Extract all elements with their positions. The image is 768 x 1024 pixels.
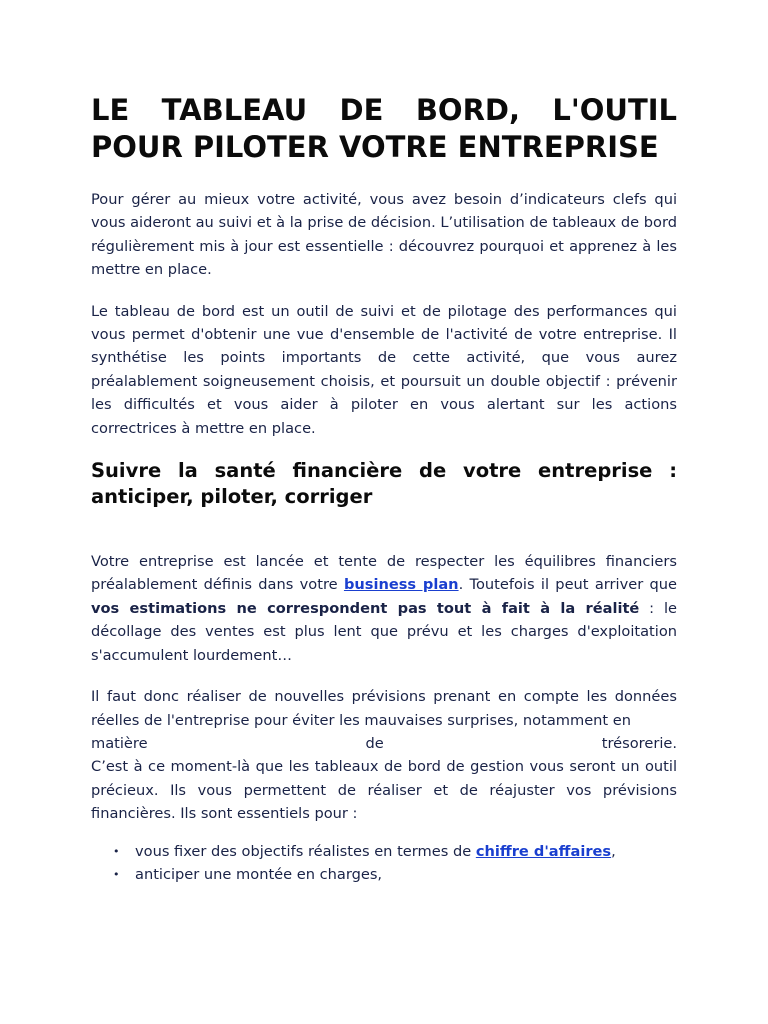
text-segment: C’est à ce moment-là que les tableaux de bord de gestion vous seront un outil précieux. Ils vous permettent de réaliser et de réajuster vos prévisions financières. Ils sont essentiels pour : (91, 758, 677, 823)
list-item (113, 840, 677, 864)
text-segment: Votre entreprise est lancée et tente de respecter les équilibres financiers préalablement définis dans votre (91, 553, 677, 594)
intro-paragraph: Pour gérer au mieux votre activité, vous avez besoin d’indicateurs clefs qui vous aideront au suivi et à la prise de décision. L’utilisation de tableaux de bord régulièrement mis à jour est essentielle : découvrez pourquoi et apprenez à les mettre en place. (91, 191, 677, 279)
emphasis-text: vos estimations ne correspondent pas tout à fait à la réalité (91, 599, 640, 617)
list-item (113, 863, 677, 887)
forecast-paragraph (91, 685, 677, 825)
document-page (91, 92, 677, 887)
text-segment-justified-line: matière de trésorerie. (91, 734, 677, 752)
business-plan-link[interactable]: business plan (343, 576, 459, 594)
page-title: LE TABLEAU DE BORD, L'OUTIL POUR PILOTER VOTRE ENTREPRISE (91, 93, 677, 164)
list-item-text: , (611, 842, 616, 860)
text-segment: Il faut donc réaliser de nouvelles prévisions prenant en compte les données réelles de l'entreprise pour éviter les mauvaises surprises, notamment en (91, 688, 677, 729)
list-item-text: anticiper une montée en charges, (135, 866, 383, 884)
objectives-list (91, 840, 677, 887)
text-segment: . Toutefois il peut arriver que (458, 576, 678, 594)
section-heading: Suivre la santé financière de votre entreprise : anticiper, piloter, corriger (91, 459, 677, 509)
bullet-icon: • (113, 844, 120, 858)
text-segment: : le décollage des ventes est plus lent que prévu et les charges d'exploitation s'accumulent lourdement… (91, 599, 677, 664)
financial-health-paragraph (91, 550, 677, 667)
chiffre-affaires-link[interactable]: chiffre d'affaires (475, 842, 612, 860)
definition-paragraph: Le tableau de bord est un outil de suivi et de pilotage des performances qui vous permet d'obtenir une vue d'ensemble de l'activité de votre entreprise. Il synthétise les points importants de cette activité, que vous aurez préalablement soigneusement choisis, et poursuit un double objectif : prévenir les difficultés et vous aider à piloter en vous alertant sur les actions correctrices à mettre en place. (91, 302, 677, 437)
bullet-icon: • (113, 868, 120, 882)
list-item-text: vous fixer des objectifs réalistes en termes de (135, 842, 476, 860)
